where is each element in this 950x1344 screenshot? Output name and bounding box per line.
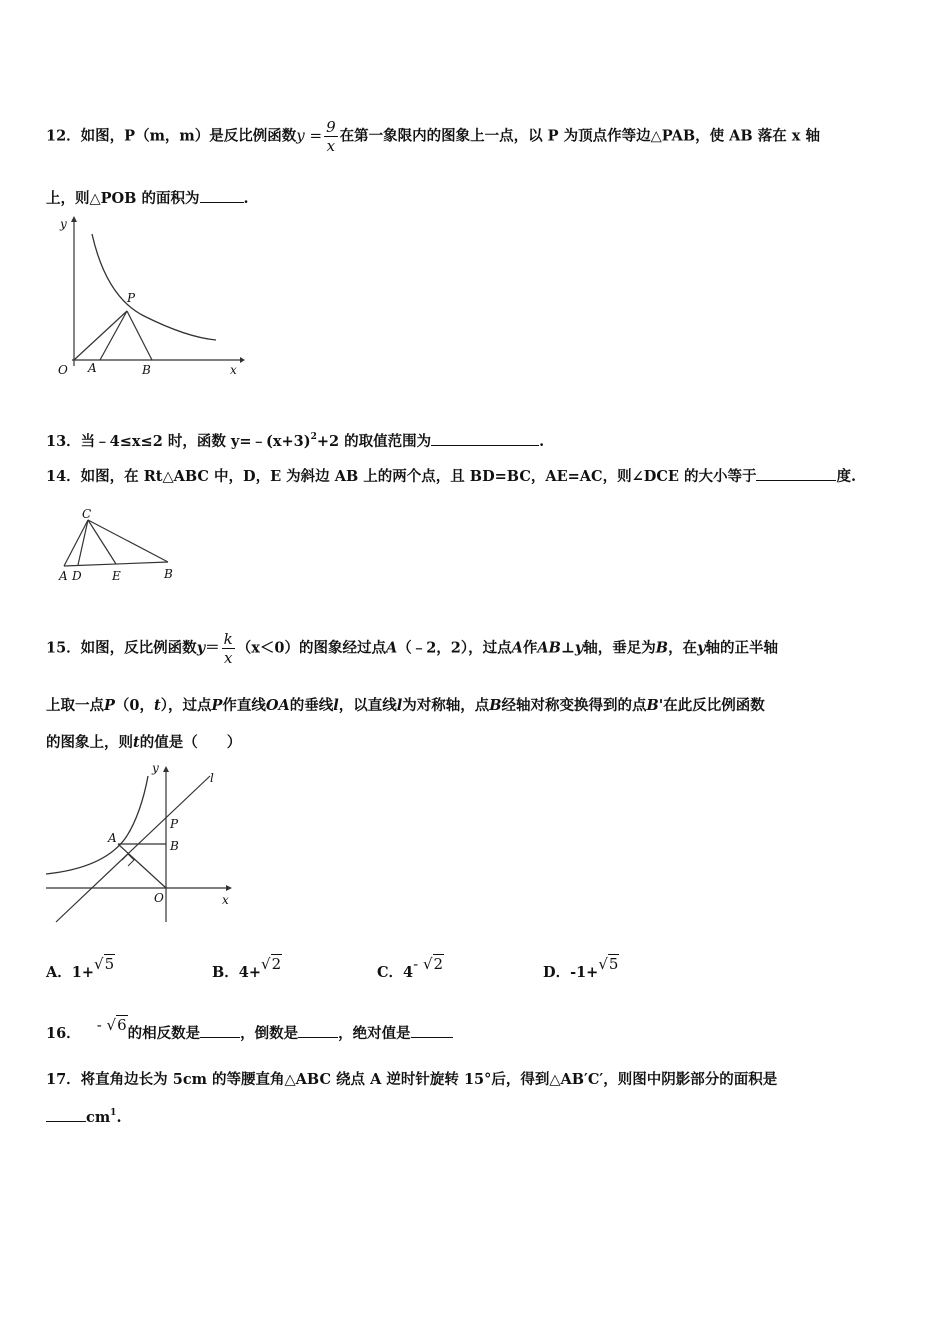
q15-l2d: 作直线 [222,697,266,714]
q15-option-a-label: A．1+ [46,964,94,981]
q14-label-d: D [72,569,82,583]
q17-unit: cm [86,1109,111,1126]
q15-option-d-sqrt: √5 [598,955,619,973]
q15-p2: P [211,697,223,714]
q12-label-y: y [60,217,67,231]
q12-label-b: B [142,363,151,377]
q15-pt-a2: A [511,639,523,657]
q12-frac-den: x [326,137,336,155]
q17-line1 [46,1070,777,1090]
q12-label-x: x [230,363,237,377]
q16-neg: - [96,1016,102,1034]
q15-l2i: 在此反比例函数 [663,697,765,714]
q16-t3: ，绝对值是 [338,1025,411,1042]
q15-line2 [46,696,765,716]
q16-line [46,1016,453,1044]
q16-blank-3[interactable] [411,1023,453,1038]
q12-figure [44,216,244,376]
q12-segment-op [74,311,127,360]
q16-num: 16． [46,1025,81,1042]
q15-y-arrow [163,766,169,772]
q15-option-d-rad: 5 [608,955,619,973]
q12-label-o: O [58,363,68,377]
q14-figure [56,506,186,584]
q15-yaxis2: y [697,639,706,657]
q15-option-a-rad: 5 [104,955,115,973]
q15-label-a: A [108,831,117,845]
q12-label-a: A [88,361,97,375]
q15-prefix: 15．如图，反比例函数 [46,639,197,657]
q15-option-b-label: B．4+ [212,964,261,981]
q15-option-c-sqrt: - √2 [413,955,444,973]
q15-option-c-minus: - [413,955,419,973]
q15-pt-a: A [385,639,398,657]
q16-t1: 的相反数是 [127,1025,201,1042]
q12-x-arrow [240,357,245,363]
q15-yaxis: y [574,639,584,657]
q15-b2: B [489,697,502,714]
q16-t2: ，倒数是 [240,1025,299,1042]
q14-label-b: B [164,567,173,581]
q15-l3a: 的图象上，则 [46,734,133,751]
q16-blank-2[interactable] [298,1023,338,1038]
q14-label-a: A [59,569,68,583]
q15-tail: ，在 [668,639,698,657]
q17-text: 17．将直角边长为 5cm 的等腰直角△ABC 绕点 A 逆时针旋转 15°后，得到△AB′C′，则图中阴影部分的面积是 [46,1071,778,1088]
q15-perp: ⊥ [560,639,575,657]
q15-label-l: l [210,771,214,785]
q15-option-d-label: D．-1+ [543,964,599,981]
q15-option-b-sqrt: √2 [261,955,282,973]
q17-answer-blank[interactable] [46,1107,86,1122]
q15-line1 [46,630,778,667]
q15-cond: （x＜0）的图象经过点 [236,639,386,657]
q15-label-y: y [152,761,159,775]
q15-l2e: 的垂线 [289,697,334,714]
q12-line1 [46,118,820,155]
q15-option-c[interactable] [377,955,444,983]
q17-line2 [46,1107,122,1130]
q14-label-e: E [112,569,121,583]
q14-label-c: C [82,507,92,521]
q15-pt-b: B [655,639,669,657]
q15-l: l [333,697,339,714]
q14-text: 14．如图，在 Rt△ABC 中，D，E 为斜边 AB 上的两个点，且 BD=BC，AE=AC，则∠DCE 的大小等于 [46,468,757,485]
q15-frac-den: x [223,649,233,667]
q15-option-a[interactable] [46,955,115,983]
q15-oa: OA [265,697,290,714]
q15-label-b: B [170,839,179,853]
q13-sup: 2 [310,432,317,442]
q15-l2g: 为对称轴，点 [402,697,490,714]
q15-l2f: ，以直线 [338,697,397,714]
q14-answer-blank[interactable] [756,466,836,481]
q15-label-p: P [170,817,179,831]
q12-fraction [324,118,338,155]
q12-func-y: y = [296,126,323,145]
q15-l3b: 的值是（ ） [139,734,242,751]
q16-blank-1[interactable] [200,1023,240,1038]
q14-segment-ac [64,520,88,566]
q12-label-p: P [127,291,136,305]
q15-option-a-sqrt: √5 [94,955,115,973]
q15-l2: l [396,697,403,714]
q15-x-arrow [226,885,232,891]
q15-after: 轴，垂足为 [583,639,656,657]
q13-text2: +2 的取值范围为 [316,433,432,450]
q14-segment-cd [78,520,88,565]
q13-end: . [539,433,545,450]
q15-line3 [46,733,241,753]
q15-mid: 作 [522,639,538,657]
q15-segment-oa [118,844,166,888]
q12-frac-num: 9 [326,118,336,136]
q15-bprime: B' [646,697,664,714]
q15-fraction [222,630,235,667]
q12-suffix: 在第一象限内的图象上一点，以 P 为顶点作等边△PAB，使 AB 落在 x 轴 [339,127,820,145]
q17-sup: 1 [110,1108,117,1118]
q15-label-x: x [222,893,229,907]
q15-frac-num: k [223,630,233,648]
q13-text: 13．当﹣4≤x≤2 时，函数 y=﹣(x+3) [46,433,311,450]
q15-ab: AB [537,639,561,657]
q15-option-d[interactable] [543,955,619,983]
q14-segment-ce [88,520,116,564]
q15-t2: t [133,734,140,751]
q15-option-c-rad: 2 [433,955,444,973]
q16-rad: 6 [117,1016,127,1034]
q12-answer-blank[interactable] [200,188,244,203]
q15-l2b: （0， [114,697,154,714]
q15-l2a: 上取一点 [46,697,104,714]
q15-coord: （﹣2，2），过点 [397,639,512,657]
q15-l2c: ），过点 [160,697,212,714]
q15-p: P [104,697,115,714]
q12-y-arrow [71,216,77,222]
q14-segment-cb [88,520,168,562]
q17-end: . [116,1109,122,1126]
q15-option-b[interactable] [212,955,282,983]
q12-prefix: 12．如图，P（m，m）是反比例函数 [46,127,297,145]
q15-line-l [56,776,210,922]
q12-curve [92,234,216,340]
q13-answer-blank[interactable] [431,431,539,446]
q12-line2-text: 上，则△POB 的面积为 [46,190,200,207]
q14-end: 度. [836,468,857,485]
q15-option-c-label: C．4 [377,964,414,981]
q15-eq: ＝ [205,639,220,657]
q15-figure [44,762,244,932]
q15-right-angle [122,854,134,866]
q12-end: . [243,190,249,207]
q15-func-y: y [196,639,206,657]
q12-line2 [46,188,249,209]
q14-line [46,466,856,487]
q13-line [46,431,544,454]
q16-sqrt: - √6 [96,1016,127,1034]
q15-label-o: O [154,891,164,905]
q15-tail2: 轴的正半轴 [705,639,778,657]
q15-l2h: 经轴对称变换得到的点 [501,697,647,714]
q15-t: t [154,697,161,714]
q15-option-b-rad: 2 [271,955,282,973]
q12-segment-pa [100,311,127,360]
